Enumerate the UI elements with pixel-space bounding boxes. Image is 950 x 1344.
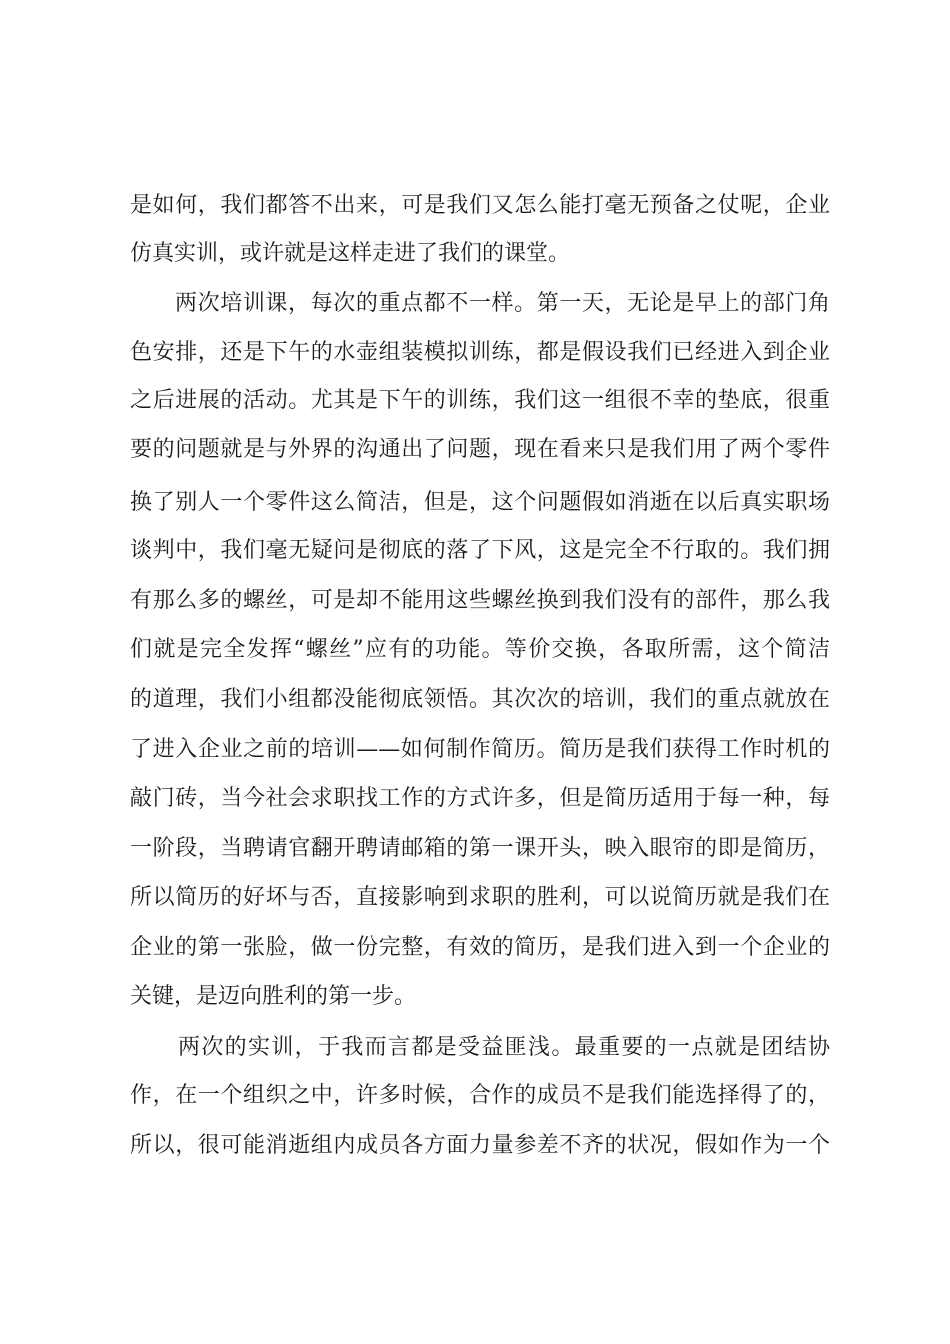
paragraph-line: 要的问题就是与外界的沟通出了问题，现在看来只是我们用了两个零件 [130,437,830,462]
paragraph-line: 了进入企业之前的培训——如何制作简历。简历是我们获得工作时机的 [130,737,830,762]
paragraph-line: 企业的第一张脸，做一份完整，有效的简历，是我们进入到一个企业的 [130,935,830,960]
paragraph-line: 谈判中，我们毫无疑问是彻底的落了下风，这是完全不行取的。我们拥 [130,538,830,563]
paragraph-line: 换了别人一个零件这么简洁，但是，这个问题假如消逝在以后真实职场 [130,490,830,515]
paragraph-line: 敲门砖，当今社会求职找工作的方式许多，但是简历适用于每一种，每 [130,786,830,811]
paragraph-line: 仿真实训，或许就是这样走进了我们的课堂。 [130,241,571,266]
paragraph-line: 两次培训课，每次的重点都不一样。第一天，无论是早上的部门角 [175,291,830,316]
paragraph-line: 所以，很可能消逝组内成员各方面力量参差不齐的状况，假如作为一个 [130,1133,830,1158]
paragraph-line: 有那么多的螺丝，可是却不能用这些螺丝换到我们没有的部件，那么我 [130,588,830,613]
paragraph-line: 色安排，还是下午的水壶组装模拟训练，都是假设我们已经进入到企业 [130,340,830,365]
paragraph-line: 作，在一个组织之中，许多时候，合作的成员不是我们能选择得了的， [130,1083,830,1108]
paragraph-line: 是如何，我们都答不出来，可是我们又怎么能打毫无预备之仗呢，企业 [130,193,830,218]
paragraph-line: 所以简历的好坏与否，直接影响到求职的胜利，可以说简历就是我们在 [130,885,830,910]
paragraph-line: 一阶段，当聘请官翻开聘请邮箱的第一课开头，映入眼帘的即是简历， [130,836,830,861]
paragraph-line: 两次的实训，于我而言都是受益匪浅。最重要的一点就是团结协 [178,1035,830,1060]
paragraph-line: 关键，是迈向胜利的第一步。 [130,984,417,1009]
paragraph-line: 之后进展的活动。尤其是下午的训练，我们这一组很不幸的垫底，很重 [130,388,830,413]
paragraph-line: 的道理，我们小组都没能彻底领悟。其次次的培训，我们的重点就放在 [130,687,830,712]
paragraph-line: 们就是完全发挥“螺丝”应有的功能。等价交换，各取所需，这个简洁 [130,637,830,662]
